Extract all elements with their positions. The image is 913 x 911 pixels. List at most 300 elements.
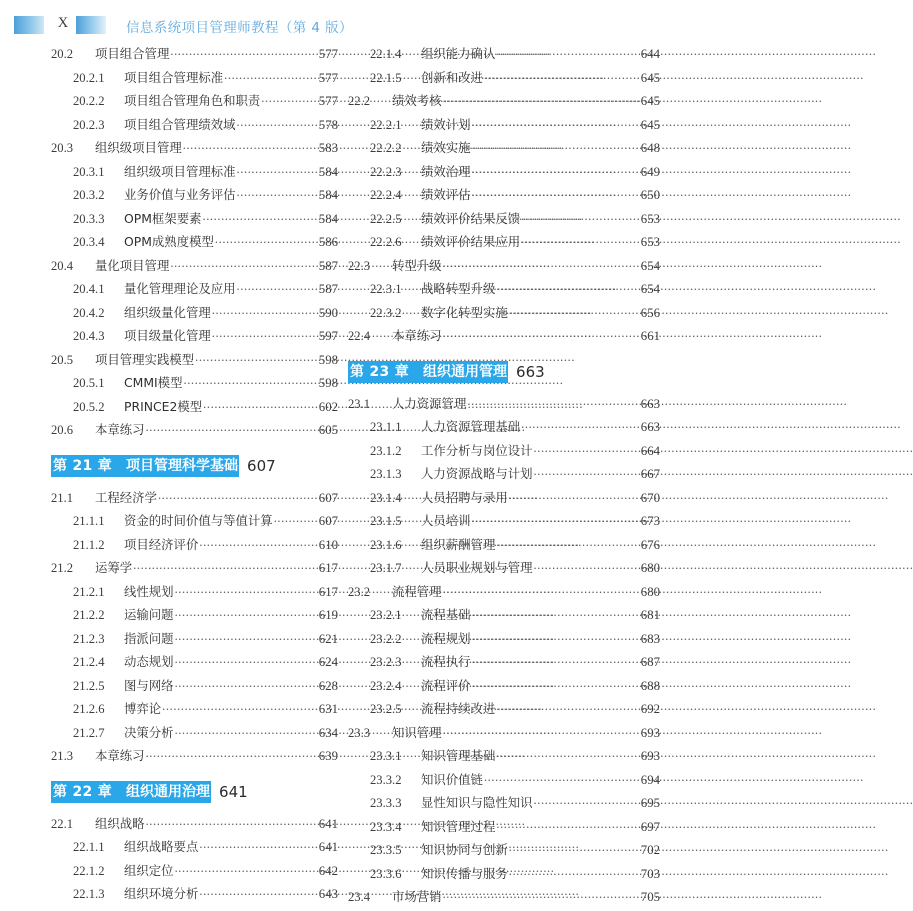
- toc-entry-page-number: 598: [318, 352, 338, 367]
- toc-entry-title: 线性规划: [124, 583, 174, 599]
- toc-entry[interactable]: [348, 115, 660, 139]
- toc-entry-page-number: 676: [640, 537, 660, 552]
- toc-entry-page-number: 617: [318, 584, 338, 599]
- toc-entry-page-number: 621: [318, 631, 338, 646]
- toc-entry-title: 绩效计划: [421, 116, 471, 132]
- chapter-highlight: [51, 781, 211, 803]
- toc-entry[interactable]: [348, 887, 660, 911]
- toc-entry-number: 21.2.1: [73, 584, 105, 599]
- toc-entry-number: 22.4: [348, 329, 371, 343]
- toc-entry-title: 人力资源战略与计划: [421, 466, 533, 481]
- toc-entry[interactable]: [348, 488, 660, 512]
- toc-entry-page-number: 586: [318, 235, 338, 249]
- toc-entry-number: 23.1.7: [370, 561, 402, 575]
- toc-leader-dots: [443, 584, 635, 596]
- toc-leader-dots: [199, 839, 313, 851]
- toc-entry-page-number: 663: [640, 396, 660, 411]
- toc-entry-title: 绩效治理: [421, 163, 471, 179]
- toc-entry[interactable]: [348, 746, 660, 770]
- toc-entry-title: 人员培训: [421, 513, 471, 528]
- toc-entry[interactable]: [26, 605, 338, 629]
- toc-entry-title: 绩效实施: [421, 140, 471, 155]
- toc-entry-page-number: 653: [640, 211, 660, 226]
- chapter-row[interactable]: [348, 360, 545, 384]
- toc-entry[interactable]: [26, 582, 338, 606]
- toc-entry-page-number: 590: [318, 305, 338, 320]
- toc-entry-title: 组织战略: [95, 815, 145, 831]
- toc-entry-number: 20.3.4: [73, 235, 105, 249]
- toc-leader-dots: [170, 258, 313, 270]
- toc-entry-title: 运筹学: [95, 560, 133, 575]
- toc-entry-number: 23.2.2: [370, 631, 402, 646]
- toc-entry[interactable]: [26, 652, 338, 676]
- toc-leader-dots: [472, 631, 635, 643]
- toc-leader-dots: [472, 654, 635, 666]
- toc-entry-page-number: 663: [640, 420, 660, 434]
- toc-entry-title: 决策分析: [124, 724, 174, 740]
- toc-entry-title: 流程评价: [421, 677, 471, 693]
- toc-entry[interactable]: [26, 699, 338, 723]
- toc-entry-title: 人员职业规划与管理: [421, 560, 533, 575]
- toc-entry-title: 项目管理实践模型: [95, 351, 195, 367]
- toc-entry-page-number: 634: [318, 725, 338, 740]
- toc-leader-dots: [521, 234, 635, 246]
- toc-entry-number: 23.3.4: [370, 819, 402, 834]
- toc-entry-page-number: 607: [318, 490, 338, 505]
- toc-leader-dots: [133, 560, 313, 572]
- toc-entry-title: 人员招聘与录用: [421, 489, 508, 505]
- toc-entry-number: 23.1.2: [370, 443, 402, 458]
- toc-leader-dots: [261, 93, 313, 105]
- toc-entry-page-number: 617: [318, 561, 338, 575]
- toc-entry-page-number: 577: [318, 94, 338, 108]
- toc-entry[interactable]: [348, 793, 660, 817]
- toc-entry-title: 组织环境分析: [124, 886, 199, 901]
- toc-leader-dots: [472, 678, 635, 690]
- toc-leader-dots: [496, 46, 635, 58]
- toc-entry-title: 本章练习: [95, 748, 145, 763]
- toc-entry[interactable]: [26, 746, 338, 770]
- toc-leader-dots: [443, 725, 635, 737]
- toc-entry-page-number: 644: [640, 47, 660, 61]
- toc-leader-dots: [146, 748, 313, 760]
- toc-entry-number: 20.3.3: [73, 211, 105, 226]
- toc-entry-page-number: 650: [640, 188, 660, 202]
- toc-entry-title: 量化项目管理: [95, 257, 170, 273]
- toc-entry[interactable]: [26, 326, 338, 350]
- toc-entry-page-number: 598: [318, 376, 338, 390]
- toc-entry-number: 22.1.4: [370, 47, 402, 61]
- chapter-page-number: 663: [516, 362, 545, 381]
- toc-entry[interactable]: [348, 770, 660, 794]
- toc-leader-dots: [146, 816, 313, 828]
- toc-entry-number: 21.2.3: [73, 631, 105, 646]
- toc-entry-title: 工程经济学: [95, 489, 157, 505]
- toc-leader-dots: [195, 352, 313, 364]
- toc-entry[interactable]: [348, 209, 660, 233]
- toc-entry-number: 21.2.5: [73, 678, 105, 693]
- toc-entry[interactable]: [26, 884, 338, 908]
- toc-entry[interactable]: [348, 44, 660, 68]
- toc-entry-number: 20.6: [51, 423, 74, 437]
- toc-entry-page-number: 584: [318, 164, 338, 179]
- toc-entry-title: 流程执行: [421, 654, 471, 669]
- toc-entry[interactable]: [348, 676, 660, 700]
- toc-entry-number: 21.2.2: [73, 608, 105, 622]
- toc-entry-title: 战略转型升级: [421, 281, 496, 296]
- toc-leader-dots: [199, 886, 313, 898]
- toc-entry-number: 22.3.2: [370, 305, 402, 320]
- toc-entry-number: 20.5.2: [73, 399, 105, 414]
- toc-entry-page-number: 619: [318, 608, 338, 622]
- toc-entry[interactable]: [348, 185, 660, 209]
- toc-leader-dots: [215, 234, 313, 246]
- toc-entry-title: 绩效评价结果反馈: [421, 210, 521, 226]
- toc-leader-dots: [203, 399, 313, 411]
- toc-entry-title: 项目组合管理绩效域: [124, 116, 236, 132]
- toc-entry[interactable]: [26, 511, 338, 535]
- toc-entry-number: 23.3.6: [370, 866, 402, 881]
- toc-entry-title: 图与网络: [124, 677, 174, 693]
- toc-entry-number: 20.2.3: [73, 117, 105, 132]
- toc-leader-dots: [496, 537, 635, 549]
- toc-entry-page-number: 697: [640, 819, 660, 834]
- toc-entry-title: 流程基础: [421, 607, 471, 622]
- toc-entry-number: 23.1.6: [370, 537, 402, 552]
- toc-entry-number: 20.4.2: [73, 305, 105, 320]
- toc-entry-page-number: 664: [640, 443, 660, 458]
- toc-leader-dots: [158, 490, 313, 502]
- toc-entry-page-number: 605: [318, 423, 338, 437]
- toc-leader-dots: [521, 419, 635, 431]
- toc-leader-dots: [534, 795, 635, 807]
- toc-entry-number: 20.2.2: [73, 94, 105, 108]
- toc-entry-page-number: 583: [318, 141, 338, 155]
- toc-entry-title: 组织能力确认: [421, 46, 496, 61]
- toc-entry[interactable]: [348, 303, 660, 327]
- toc-entry[interactable]: [348, 138, 660, 162]
- toc-entry[interactable]: [348, 582, 660, 606]
- toc-entry-title: 资金的时间价值与等值计算: [124, 513, 273, 528]
- toc-entry[interactable]: [26, 115, 338, 139]
- toc-entry[interactable]: [26, 723, 338, 747]
- toc-leader-dots: [237, 117, 313, 129]
- toc-entry-number: 22.2.2: [370, 141, 402, 155]
- toc-entry-page-number: 661: [640, 329, 660, 343]
- toc-entry-page-number: 648: [640, 141, 660, 155]
- toc-entry-number: 23.3: [348, 725, 371, 740]
- toc-entry-number: 22.2.1: [370, 117, 402, 132]
- toc-entry[interactable]: [26, 629, 338, 653]
- toc-entry-number: 23.1.5: [370, 514, 402, 528]
- toc-entry-number: 22.3: [348, 258, 371, 273]
- chapter-number: 第 22 章: [53, 783, 113, 800]
- toc-entry[interactable]: [348, 417, 660, 441]
- toc-entry-number: 20.4: [51, 258, 74, 273]
- toc-entry-page-number: 577: [318, 47, 338, 61]
- toc-entry-number: 21.1.1: [73, 514, 105, 528]
- toc-entry-page-number: 695: [640, 796, 660, 810]
- toc-entry-number: 23.3.3: [370, 796, 402, 810]
- toc-entry[interactable]: [26, 350, 338, 374]
- toc-entry[interactable]: [348, 326, 660, 350]
- toc-entry-title: 知识价值链: [421, 771, 483, 787]
- toc-entry-page-number: 577: [318, 70, 338, 85]
- header-gradient-block-right: [76, 16, 106, 34]
- toc-entry[interactable]: [348, 558, 660, 582]
- toc-leader-dots: [237, 187, 313, 199]
- chapter-entry[interactable]: [348, 350, 660, 394]
- toc-entry[interactable]: [348, 817, 660, 841]
- toc-entry-number: 22.2.3: [370, 164, 402, 179]
- toc-entry-title: 组织级量化管理: [124, 304, 211, 320]
- toc-entry-title: 项目组合管理: [95, 46, 170, 61]
- toc-entry-number: 23.3.5: [370, 843, 402, 857]
- toc-entry-number: 22.1: [51, 816, 74, 831]
- toc-entry-page-number: 645: [640, 117, 660, 132]
- toc-leader-dots: [199, 537, 313, 549]
- chapter-entry[interactable]: [26, 770, 338, 814]
- toc-entry-title: 指派问题: [124, 630, 174, 646]
- toc-entry[interactable]: [348, 232, 660, 256]
- toc-entry[interactable]: [26, 676, 338, 700]
- toc-entry-number: 22.2.4: [370, 188, 402, 202]
- toc-entry-title: 转型升级: [392, 257, 442, 273]
- toc-entry-number: 22.1.2: [73, 863, 105, 878]
- toc-entry-page-number: 639: [318, 749, 338, 763]
- toc-leader-dots: [274, 513, 313, 525]
- toc-entry[interactable]: [26, 68, 338, 92]
- toc-entry-number: 23.1.3: [370, 467, 402, 481]
- toc-entry[interactable]: [348, 464, 660, 488]
- toc-entry-number: 23.3.1: [370, 749, 402, 763]
- toc-entry[interactable]: [26, 558, 338, 582]
- toc-entry[interactable]: [348, 511, 660, 535]
- toc-entry[interactable]: [26, 861, 338, 885]
- toc-entry-page-number: 645: [640, 70, 660, 85]
- toc-leader-dots: [509, 866, 635, 878]
- toc-leader-dots: [175, 678, 313, 690]
- toc-entry-title: 显性知识与隐性知识: [421, 795, 533, 810]
- toc-leader-dots: [183, 140, 313, 152]
- toc-entry-page-number: 681: [640, 608, 660, 622]
- toc-entry-number: 21.2: [51, 561, 74, 575]
- toc-entry-page-number: 654: [640, 258, 660, 273]
- toc-entry-title: 市场营销: [392, 889, 442, 904]
- toc-entry-page-number: 602: [318, 399, 338, 414]
- toc-entry-number: 23.4: [348, 890, 371, 904]
- toc-entry-title: 人力资源管理基础: [421, 419, 521, 434]
- toc-entry-number: 20.2.1: [73, 70, 105, 85]
- toc-entry[interactable]: [348, 256, 660, 280]
- toc-entry[interactable]: [26, 91, 338, 115]
- chapter-title: 组织通用治理: [126, 783, 211, 800]
- page-header: [0, 0, 690, 44]
- toc-entry-number: 22.2: [348, 94, 371, 108]
- toc-entry-title: 知识管理过程: [421, 818, 496, 834]
- toc-leader-dots: [443, 93, 635, 105]
- toc-entry-number: 23.2.3: [370, 655, 402, 669]
- toc-entry-title: 量化管理理论及应用: [124, 281, 236, 296]
- toc-entry[interactable]: [26, 303, 338, 327]
- toc-entry-title: 项目经济评价: [124, 536, 199, 552]
- toc-entry-title: 工作分析与岗位设计: [421, 442, 533, 458]
- toc-entry-title: 业务价值与业务评估: [124, 187, 236, 202]
- toc-entry[interactable]: [348, 535, 660, 559]
- toc-entry[interactable]: [348, 629, 660, 653]
- toc-entry[interactable]: [348, 91, 660, 115]
- toc-entry-title: 本章练习: [392, 328, 442, 343]
- toc-entry-title: 组织定位: [124, 862, 174, 878]
- toc-entry-page-number: 624: [318, 655, 338, 669]
- toc-leader-dots: [484, 772, 635, 784]
- toc-entry-number: 22.2.5: [370, 211, 402, 226]
- toc-leader-dots: [443, 889, 635, 901]
- toc-entry-page-number: 702: [640, 843, 660, 857]
- toc-entry-page-number: 694: [640, 772, 660, 787]
- toc-leader-dots: [467, 396, 635, 408]
- toc-entry-number: 21.3: [51, 749, 74, 763]
- chapter-row[interactable]: [26, 454, 276, 478]
- toc-leader-dots: [472, 140, 635, 152]
- toc-entry-title: 数字化转型实施: [421, 304, 508, 320]
- toc-entry[interactable]: [348, 605, 660, 629]
- toc-leader-dots: [534, 443, 635, 455]
- toc-entry-number: 22.3.1: [370, 282, 402, 296]
- toc-entry-number: 21.2.4: [73, 655, 105, 669]
- toc-entry[interactable]: [348, 279, 660, 303]
- toc-leader-dots: [162, 701, 313, 713]
- toc-leader-dots: [534, 466, 635, 478]
- toc-entry-page-number: 705: [640, 890, 660, 904]
- toc-entry-title: 项目组合管理标准: [124, 69, 224, 85]
- toc-entry[interactable]: [348, 162, 660, 186]
- toc-leader-dots: [496, 748, 635, 760]
- toc-entry[interactable]: [348, 864, 660, 888]
- toc-entry[interactable]: [26, 44, 338, 68]
- toc-entry[interactable]: [348, 723, 660, 747]
- toc-entry[interactable]: [348, 441, 660, 465]
- toc-entry-title: 知识管理: [392, 724, 442, 740]
- toc-entry[interactable]: [348, 394, 660, 418]
- toc-entry-page-number: 587: [318, 282, 338, 296]
- toc-entry-number: 21.2.7: [73, 725, 105, 740]
- toc-entry[interactable]: [26, 162, 338, 186]
- toc-entry-title: OPM框架要素: [124, 210, 202, 226]
- toc-entry-number: 23.2.4: [370, 678, 402, 693]
- toc-leader-dots: [521, 211, 635, 223]
- toc-entry-page-number: 643: [318, 887, 338, 901]
- toc-entry-page-number: 631: [318, 702, 338, 716]
- toc-entry-page-number: 628: [318, 678, 338, 693]
- toc-entry[interactable]: [26, 535, 338, 559]
- toc-leader-dots: [175, 607, 313, 619]
- toc-entry-number: 20.5: [51, 352, 74, 367]
- toc-entry[interactable]: [26, 814, 338, 838]
- toc-entry-number: 22.1.1: [73, 840, 105, 854]
- toc-entry-number: 23.3.2: [370, 772, 402, 787]
- toc-entry-page-number: 688: [640, 678, 660, 693]
- toc-entry-title: 人力资源管理: [392, 395, 467, 411]
- toc-entry[interactable]: [26, 488, 338, 512]
- toc-entry-page-number: 680: [640, 561, 660, 575]
- chapter-title: 组织通用管理: [423, 363, 508, 380]
- toc-entry-title: 绩效评价结果应用: [421, 234, 521, 249]
- chapter-number: 第 23 章: [350, 363, 410, 380]
- toc-entry-number: 22.1.5: [370, 70, 402, 85]
- toc-entry-title: 动态规划: [124, 654, 174, 669]
- toc-entry-title: 运输问题: [124, 607, 174, 622]
- toc-entry[interactable]: [26, 209, 338, 233]
- toc-leader-dots: [443, 258, 635, 270]
- toc-entry-number: 20.3.2: [73, 188, 105, 202]
- toc-entry[interactable]: [348, 68, 660, 92]
- toc-leader-dots: [509, 305, 635, 317]
- toc-entry-page-number: 673: [640, 514, 660, 528]
- toc-entry-title: 博弈论: [124, 701, 162, 716]
- toc-entry-page-number: 693: [640, 725, 660, 740]
- toc-entry-page-number: 584: [318, 188, 338, 202]
- toc-leader-dots: [212, 328, 313, 340]
- toc-leader-dots: [472, 117, 635, 129]
- toc-entry[interactable]: [26, 373, 338, 397]
- toc-entry-page-number: 667: [640, 467, 660, 481]
- toc-column-left: [26, 44, 338, 908]
- toc-entry-number: 23.1.4: [370, 490, 402, 505]
- toc-entry-number: 20.3.1: [73, 164, 105, 179]
- toc-entry-title: 组织战略要点: [124, 839, 199, 854]
- toc-entry-title: 组织薪酬管理: [421, 536, 496, 552]
- toc-entry-page-number: 683: [640, 631, 660, 646]
- toc-entry-page-number: 687: [640, 655, 660, 669]
- toc-entry[interactable]: [26, 837, 338, 861]
- toc-entry-title: PRINCE2模型: [124, 398, 203, 414]
- toc-leader-dots: [202, 211, 313, 223]
- toc-entry-number: 20.3: [51, 141, 74, 155]
- toc-entry-title: CMMI模型: [124, 375, 183, 390]
- toc-entry[interactable]: [26, 232, 338, 256]
- toc-entry-page-number: 653: [640, 235, 660, 249]
- toc-entry[interactable]: [26, 138, 338, 162]
- toc-entry[interactable]: [26, 185, 338, 209]
- chapter-row[interactable]: [26, 780, 248, 804]
- toc-entry-number: 23.2.5: [370, 702, 402, 716]
- toc-entry-number: 21.1.2: [73, 537, 105, 552]
- chapter-page-number: 641: [219, 782, 248, 801]
- toc-entry[interactable]: [26, 397, 338, 421]
- toc-columns: [0, 44, 690, 904]
- toc-entry-number: 23.2: [348, 584, 371, 599]
- toc-entry-title: 创新和改进: [421, 69, 483, 85]
- toc-entry-title: 流程管理: [392, 583, 442, 599]
- toc-leader-dots: [175, 584, 313, 596]
- toc-leader-dots: [237, 281, 313, 293]
- toc-leader-dots: [170, 46, 313, 58]
- toc-entry[interactable]: [348, 652, 660, 676]
- toc-entry-page-number: 670: [640, 490, 660, 505]
- toc-entry[interactable]: [26, 279, 338, 303]
- toc-entry[interactable]: [26, 420, 338, 444]
- toc-entry-title: 项目级量化管理: [124, 328, 211, 343]
- toc-entry[interactable]: [26, 256, 338, 280]
- chapter-entry[interactable]: [26, 444, 338, 488]
- toc-entry[interactable]: [348, 699, 660, 723]
- toc-entry-title: 流程持续改进: [421, 701, 496, 716]
- toc-entry-number: 20.5.1: [73, 376, 105, 390]
- toc-entry[interactable]: [348, 840, 660, 864]
- toc-leader-dots: [472, 607, 635, 619]
- chapter-number: 第 21 章: [53, 457, 113, 474]
